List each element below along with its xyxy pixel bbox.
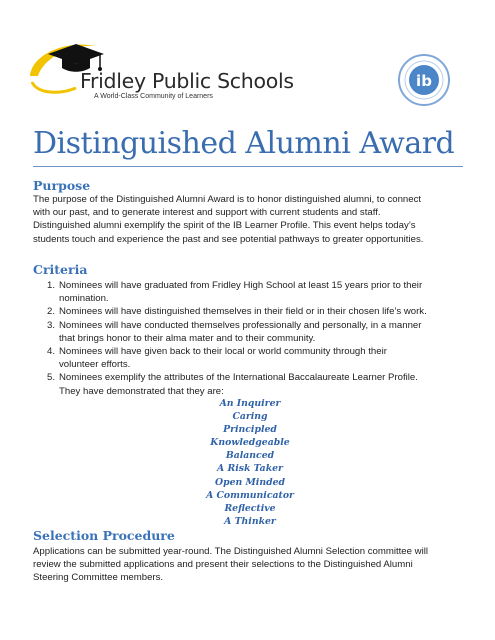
learner-profile-attribute: A Communicator [206,489,294,501]
list-item-text: Nominees will have given back to their local or world community through their [59,346,387,358]
list-item [33,305,473,318]
list-item [33,345,473,371]
criteria-list [33,279,473,398]
list-item [33,319,473,345]
learner-profile-list [190,397,310,528]
selection-line: Applications can be submitted year-round. The Distinguished Alumni Selection committee will [33,546,428,557]
selection-line: review the submitted applications and present their selections to the Distinguished Alumni [33,559,413,571]
learner-profile-attribute: Open Minded [214,476,285,488]
list-item [33,279,473,305]
purpose-heading: Purpose [33,178,91,193]
list-item-text: volunteer efforts. [59,359,131,371]
purpose-line: Distinguished alumni exemplify the spirit of the IB Learner Profile. This event helps today’s [33,220,416,232]
list-item-text: Nominees will have conducted themselves professionally and personally, in a manner [59,319,422,331]
list-number: 2. [47,306,56,318]
criteria-heading: Criteria [33,262,88,277]
learner-profile-attribute: Reflective [224,502,276,514]
ib-world-school-seal-icon [397,53,451,107]
list-item [33,371,473,397]
school-tagline: A World-Class Community of Learners [94,93,213,100]
page-title: Distinguished Alumni Award [33,126,455,161]
list-number: 1. [47,280,56,291]
school-name: Fridley Public Schools [80,69,294,93]
purpose-line: The purpose of the Distinguished Alumni Award is to honor distinguished alumni, to connect [33,194,422,205]
learner-profile-attribute: Balanced [225,450,275,462]
list-number: 5. [47,372,56,384]
list-number: 4. [47,346,56,358]
list-number: 3. [47,319,56,331]
ib-seal-text: ib [416,72,432,90]
learner-profile-attribute: A Thinker [224,515,276,527]
learner-profile-attribute: Caring [232,411,268,423]
purpose-line: with our past, and to generate interest and support with current students and staff. [33,207,381,219]
purpose-line: students touch and experience the past and see potential pathways to greater opportunities. [33,233,424,245]
selection-heading: Selection Procedure [33,528,175,543]
purpose-paragraph [33,193,473,246]
list-item-text: nomination. [59,293,109,305]
list-item-text: They have demonstrated that they are: [59,385,224,397]
learner-profile-attribute: An Inquirer [219,398,281,409]
title-divider [33,166,463,167]
list-item-text: that brings honor to their alma mater and to their community. [59,332,316,344]
selection-line: Steering Committee members. [33,572,164,584]
learner-profile-attribute: Principled [223,424,277,436]
page-header [0,0,495,110]
learner-profile-attribute: Knowledgeable [210,437,290,449]
learner-profile-attribute: A Risk Taker [217,463,283,475]
selection-paragraph [33,545,473,585]
list-item-text: Nominees will have distinguished themselves in their field or in their chosen life’s work. [59,306,427,318]
list-item-text: Nominees will have graduated from Fridley High School at least 15 years prior to their [59,280,423,291]
list-item-text: Nominees exemplify the attributes of the International Baccalaureate Learner Profile. [59,372,418,384]
